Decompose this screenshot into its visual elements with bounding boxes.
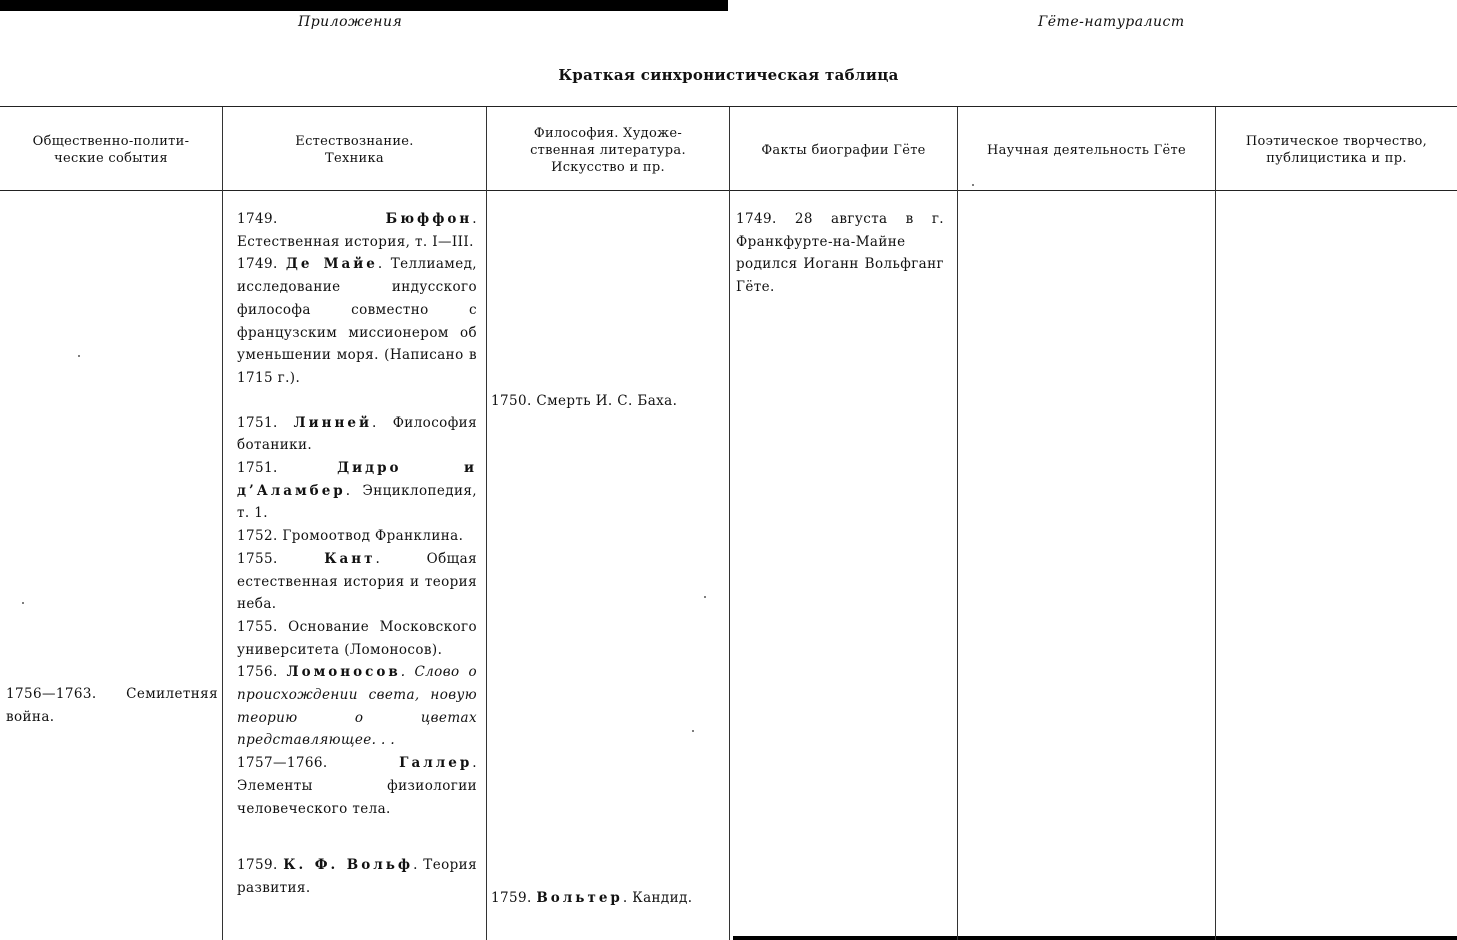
column-header-philosophy: Философия. Художе- ственная литература. Искусство и пр. [530,125,686,175]
entry-year: 1755. [237,550,278,567]
column-divider [222,107,223,940]
running-head-left: Приложения [298,14,403,30]
entry-author: Де Майе [285,256,378,273]
science-entry [237,548,477,616]
science-entry [237,412,477,457]
biography-column [736,208,944,299]
running-head-right: Гёте-натуралист [1038,14,1185,30]
entry-year: 1749. [237,256,278,273]
entry-text: . Общая естественная история и теория неба. [237,550,477,613]
entry-author: Дидро и д’Аламбер [237,460,477,499]
science-entry [237,253,477,389]
entry-text: 28 августа в г. Франкфурте-на-Майне родился Иоганн Вольфганг Гёте. [736,211,944,296]
entry-author: Бюффон [385,211,473,227]
scan-speck [972,184,974,186]
entry-author: Галлер [399,755,473,772]
entry-text: . Слово о происхождении света, новую теорию о цветах представляющее. . . [237,664,477,749]
column-header-scientific-work: Научная деятельность Гёте [986,142,1187,158]
scan-speck [22,602,24,604]
entry-year: 1759. [491,890,532,906]
philosophy-column-lower [491,887,721,910]
politics-entry: 1756—1763. Семилетняя война. [6,686,218,725]
entry-text: . Естественная история, т. I—III. [237,211,477,250]
entry-year: 1749. [736,211,777,227]
entry-year: 1756. [237,664,278,681]
entry-author: Линней [293,414,372,431]
science-column [237,208,477,900]
politics-column [6,683,218,728]
entry-text: . Энциклопедия, т. 1. [237,482,477,522]
entry-year: 1751. [237,414,278,431]
column-header-science: Естествознание. Техника [295,134,414,166]
entry-author: Ломоносов [286,664,401,681]
column-header-biography: Факты биографии Гёте [761,142,926,158]
entry-text: Громоотвод Франклина. [282,528,464,545]
entry-text: . Теллиамед, исследование индусского философа совместно с французским миссионером об уменьшении моря. (Написано в 1715 г.). [237,256,477,386]
entry-year: 1752. [237,528,278,545]
entry-year: 1749. [237,211,278,227]
scan-edge-top [0,0,728,11]
entry-year: 1755. [237,618,278,635]
entry-author: Кант [324,550,376,567]
science-entry [237,661,477,752]
column-divider [957,107,958,940]
scan-speck [704,596,706,598]
science-entry [237,752,477,820]
entry-text: Основание Московского университета (Ломоносов). [237,618,477,658]
scan-speck [78,355,80,357]
philosophy-entry [491,390,721,413]
scan-speck [692,730,694,732]
entry-year: 1751. [237,460,278,477]
philosophy-column [491,390,721,413]
entry-year: 1757—1766. [237,755,328,772]
entry-text: . Теория развития. [237,857,477,896]
entry-author: Вольтер [536,890,623,906]
science-entry [237,457,477,525]
philosophy-entry [491,887,721,910]
table-title: Краткая синхронистическая таблица [558,66,899,84]
entry-text: Смерть И. С. Баха. [536,393,678,409]
entry-year: 1750. [491,393,532,409]
column-header-politics: Общественно-полити- ческие события [32,134,190,166]
biography-entry [736,208,944,299]
column-divider [729,107,730,940]
scan-edge-bottom [733,936,1457,940]
column-divider [1215,107,1216,940]
column-divider [486,107,487,940]
science-entry [237,208,477,253]
science-entry [237,525,477,548]
entry-text: . Элементы физиологии человеческого тела. [237,755,477,817]
science-entry [237,616,477,661]
entry-text: . Кандид. [622,890,693,906]
entry-text: . Философия ботаники. [237,414,477,454]
science-entry [237,854,477,899]
entry-author: К. Ф. Вольф [283,857,414,874]
entry-year: 1759. [237,857,278,874]
column-header-poetry: Поэтическое творчество, публицистика и пр. [1245,134,1428,166]
